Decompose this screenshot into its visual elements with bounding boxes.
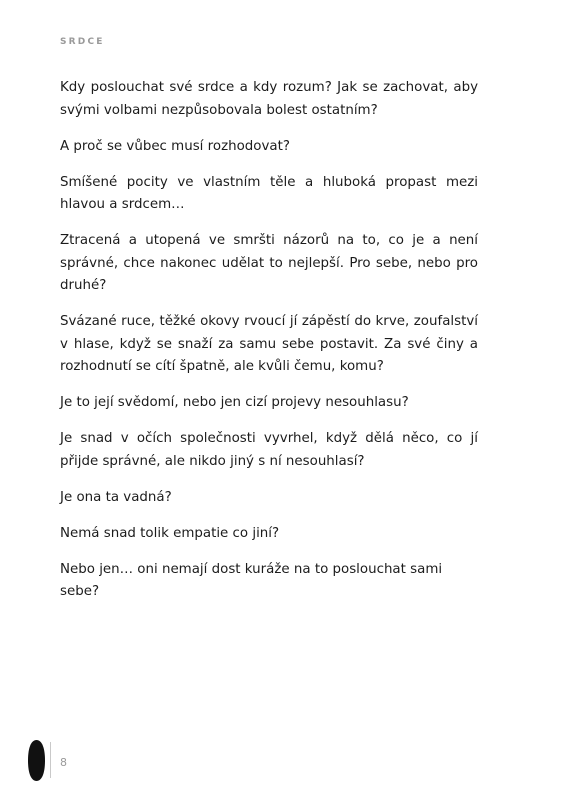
paragraph-4: Ztracená a utopená ve smršti názorů na to, co je a není správné, chce nakonec udělat to nejlepší. Pro sebe, nebo pro druhé?: [60, 233, 478, 293]
paragraph-3: Smíšené pocity ve vlastním těle a hluboká propast mezi hlavou a srdcem…: [60, 174, 478, 212]
page-marker-icon: [27, 739, 46, 782]
page-number: 8: [60, 756, 67, 769]
running-head: SRDCE: [60, 37, 105, 47]
page-number-divider: [50, 742, 51, 778]
paragraph-9: Nemá snad tolik empatie co jiní?: [60, 525, 280, 541]
paragraph-8: Je ona ta vadná?: [60, 489, 172, 505]
paragraph-2: A proč se vůbec musí rozhodovat?: [60, 138, 290, 154]
paragraph-7: Je snad v očích společnosti vyvrhel, když dělá něco, co jí přijde správné, ale nikdo jiný s ní nesouhlasí?: [60, 431, 478, 469]
paragraph-10: Nebo jen… oni nemají dost kuráže na to poslouchat sami sebe?: [60, 561, 443, 599]
paragraph-6: Je to její svědomí, nebo jen cizí projevy nesouhlasu?: [60, 395, 409, 410]
chapter-text: [60, 77, 478, 617]
paragraph-5: Svázané ruce, těžké okovy rvoucí jí zápěstí do krve, zoufalství v hlase, když se snaží za samu sebe postavit. Za své činy a rozhodnutí se cítí špatně, ale kvůli čemu, komu?: [60, 314, 478, 374]
paragraph-1: Kdy poslouchat své srdce a kdy rozum? Jak se zachovat, aby svými volbami nezpůsobovala bolest ostatním?: [60, 80, 478, 118]
